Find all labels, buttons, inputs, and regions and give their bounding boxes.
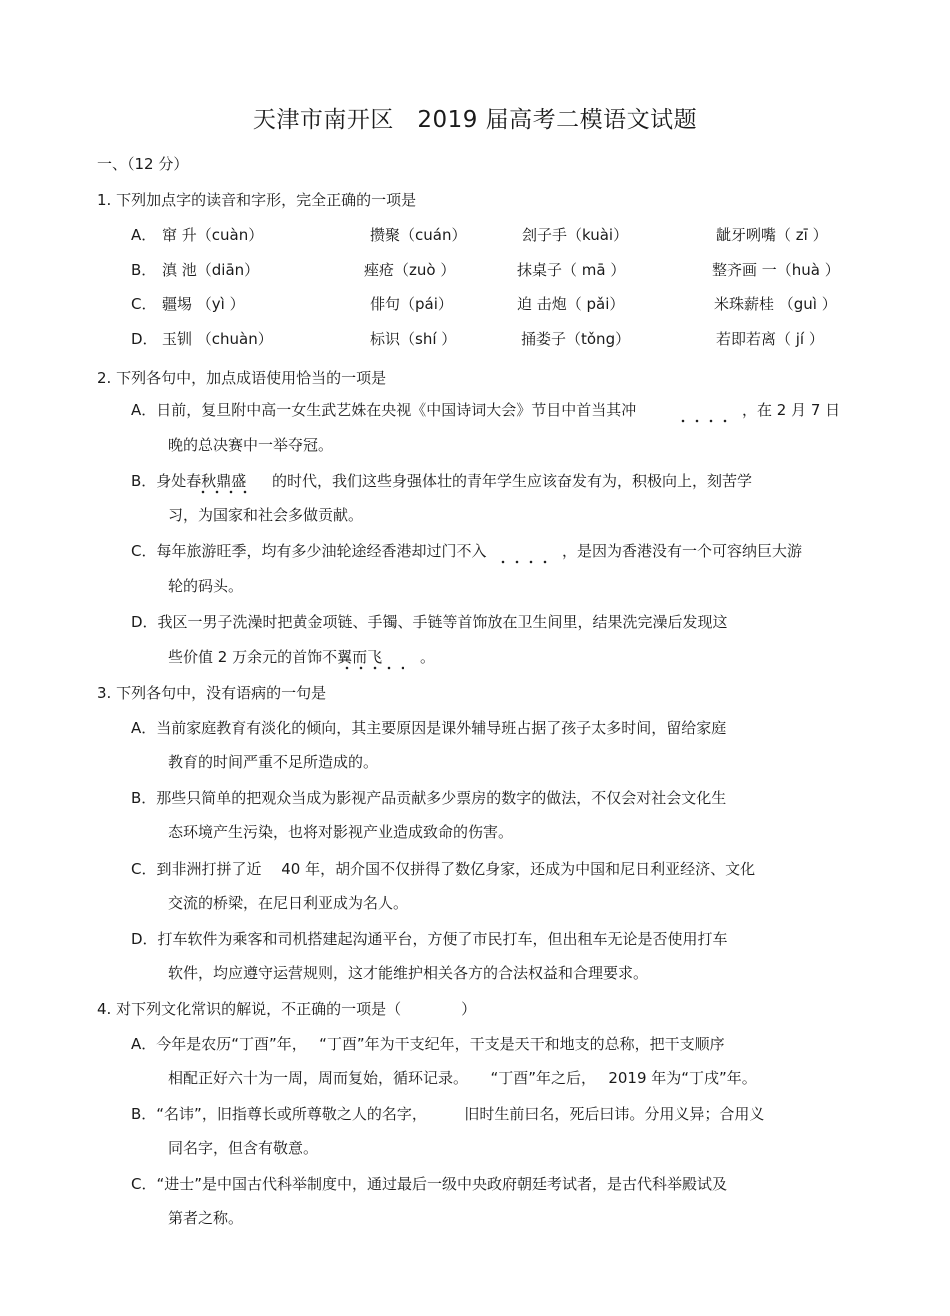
option-b-line1-head: B．身处春秋鼎盛 bbox=[131, 472, 247, 490]
option-word: 俳句（pái） bbox=[370, 295, 453, 313]
emphasis-dots bbox=[340, 666, 404, 670]
option-d-line2: 软件，均应遵守运营规则，这才能维护相关各方的合法权益和合理要求。 bbox=[168, 964, 649, 982]
option-c-line1: C．“进士”是中国古代科举制度中，通过最后一级中央政府朝廷考试者，是古代科举殿试及 bbox=[131, 1175, 728, 1193]
option-word: 若即若离（ jí ） bbox=[716, 330, 824, 348]
option-c-line1-tail: ，是因为香港没有一个可容纳巨大游 bbox=[562, 542, 803, 560]
option-word: 抹桌子（ mā ） bbox=[517, 261, 626, 279]
question-3-stem: 3. 下列各句中，没有语病的一句是 bbox=[97, 684, 327, 702]
option-a-line2: 晚的总决赛中一举夺冠。 bbox=[168, 436, 334, 454]
option-word: 整齐画 一（huà ） bbox=[712, 261, 840, 279]
question-2-stem: 2. 下列各句中，加点成语使用恰当的一项是 bbox=[97, 369, 387, 387]
option-word: 捅娄子（tǒng） bbox=[521, 330, 631, 348]
option-word: 窜 升（cuàn） bbox=[162, 226, 264, 244]
option-a-line1: A．日前，复旦附中高一女生武艺姝在央视《中国诗词大会》节目中首当其冲 bbox=[131, 401, 637, 419]
option-a-line2: 教育的时间严重不足所造成的。 bbox=[168, 753, 379, 771]
option-label: A． bbox=[131, 226, 157, 244]
option-word: 刽子手（kuài） bbox=[522, 226, 629, 244]
emphasis-dots bbox=[676, 419, 732, 423]
option-c-line2: 第者之称。 bbox=[168, 1209, 244, 1227]
option-word: 玉钏 （chuàn） bbox=[162, 330, 273, 348]
option-a-line1: A．今年是农历“丁酉”年， “丁酉”年为干支纪年，干支是天干和地支的总称，把干支顺序 bbox=[131, 1035, 725, 1053]
option-d-line2-tail: 。 bbox=[420, 648, 436, 666]
option-d-line2-head: 些价值 2 万余元的首饰不翼而飞 bbox=[168, 648, 383, 666]
option-b-line2: 同名字，但含有敬意。 bbox=[168, 1139, 319, 1157]
emphasis-dots bbox=[496, 560, 552, 564]
emphasis-dots bbox=[196, 490, 256, 494]
option-b-line1: B．那些只简单的把观众当成为影视产品贡献多少票房的数字的做法，不仅会对社会文化生 bbox=[131, 789, 727, 807]
question-4-stem: 4. 对下列文化常识的解说，不正确的一项是（ ） bbox=[97, 1000, 477, 1018]
option-b-line1-tail: 的时代，我们这些身强体壮的青年学生应该奋发有为，积极向上，刻苦学 bbox=[272, 472, 753, 490]
option-word: 痤疮（zuò ） bbox=[364, 261, 456, 279]
option-d-line1: D．打车软件为乘客和司机搭建起沟通平台，方便了市民打车，但出租车无论是否使用打车 bbox=[131, 930, 728, 948]
option-word: 迫 击炮（ pǎi） bbox=[517, 295, 625, 313]
question-1-stem: 1. 下列加点字的读音和字形，完全正确的一项是 bbox=[97, 191, 417, 209]
option-c-line1-head: C．每年旅游旺季，均有多少油轮途经香港却过门不入 bbox=[131, 542, 487, 560]
option-c-line2: 轮的码头。 bbox=[168, 577, 244, 595]
option-label: D． bbox=[131, 330, 158, 348]
option-word: 龇牙咧嘴（ zī ） bbox=[716, 226, 828, 244]
option-word: 米珠薪桂 （guì ） bbox=[714, 295, 837, 313]
option-word: 标识（shí ） bbox=[370, 330, 457, 348]
option-a-line2: 相配正好六十为一周，周而复始，循环记录。 “丁酉”年之后， 2019 年为“丁戌”年。 bbox=[168, 1069, 757, 1087]
option-label: B． bbox=[131, 261, 157, 279]
option-c-line1: C．到非洲打拼了近 40 年，胡介国不仅拼得了数亿身家，还成为中国和尼日利亚经济、文化 bbox=[131, 860, 756, 878]
option-a-line1: A．当前家庭教育有淡化的倾向，其主要原因是课外辅导班占据了孩子太多时间，留给家庭 bbox=[131, 719, 727, 737]
option-a-line1-tail: ，在 2 月 7 日 bbox=[742, 401, 841, 419]
option-word: 攒聚（cuán） bbox=[370, 226, 467, 244]
section-heading: 一、（12 分） bbox=[97, 155, 189, 173]
option-word: 滇 池（diān） bbox=[162, 261, 260, 279]
option-b-line2: 态环境产生污染，也将对影视产业造成致命的伤害。 bbox=[168, 823, 514, 841]
page-title: 天津市南开区 2019 届高考二模语文试题 bbox=[252, 107, 698, 133]
option-b-line1: B．“名讳”，旧指尊长或所尊敬之人的名字， 旧时生前曰名，死后曰讳。分用义异；合用义 bbox=[131, 1105, 765, 1123]
option-label: C． bbox=[131, 295, 157, 313]
option-word: 疆埸 （yì ） bbox=[162, 295, 245, 313]
option-d-line1: D．我区一男子洗澡时把黄金项链、手镯、手链等首饰放在卫生间里，结果洗完澡后发现这 bbox=[131, 613, 728, 631]
option-b-line2: 习，为国家和社会多做贡献。 bbox=[168, 506, 364, 524]
option-c-line2: 交流的桥梁，在尼日利亚成为名人。 bbox=[168, 894, 409, 912]
